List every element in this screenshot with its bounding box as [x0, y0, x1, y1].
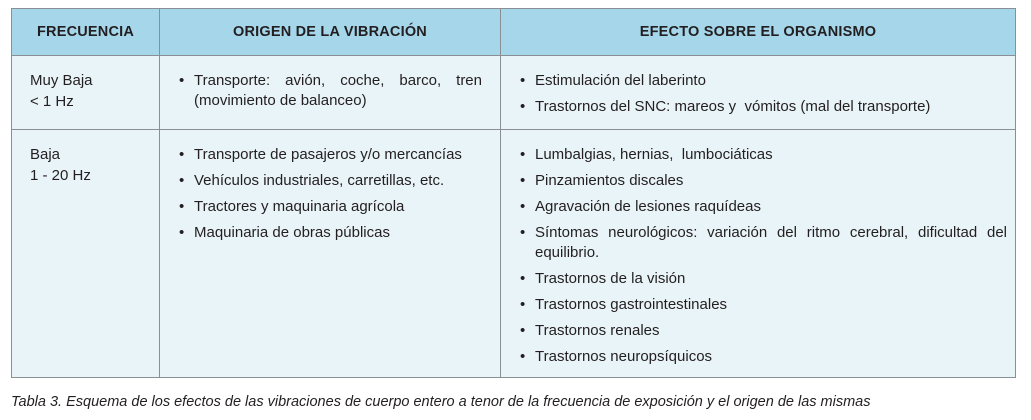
list-item: • Pinzamientos discales — [517, 171, 1007, 191]
list-item: • Tractores y maquinaria agrícola — [176, 197, 486, 217]
origin-list — [176, 145, 486, 249]
list-item: • Agravación de lesiones raquídeas — [517, 197, 1007, 217]
effect-list — [517, 71, 1007, 123]
list-item: • Trastornos gastrointestinales — [517, 295, 1007, 315]
header-efecto: EFECTO SOBRE EL ORGANISMO — [639, 24, 877, 40]
origin-list — [176, 71, 482, 117]
list-item: • Transporte de pasajeros y/o mercancías — [176, 145, 486, 165]
table-header — [12, 9, 1015, 56]
list-item: • Maquinaria de obras públicas — [176, 223, 486, 243]
frequency-cell — [30, 70, 93, 112]
header-origen: ORIGEN DE LA VIBRACIÓN — [233, 24, 427, 40]
table-row — [12, 56, 1015, 129]
list-item: • Trastornos neuropsíquicos — [517, 347, 1007, 367]
table-caption: Tabla 3. Esquema de los efectos de las vibraciones de cuerpo entero a tenor de la frecuencia de exposición y el origen de las mismas — [11, 394, 871, 410]
frequency-name: Muy Baja — [30, 72, 93, 89]
list-item: • Trastornos del SNC: mareos y vómitos (mal del transporte) — [517, 97, 1007, 117]
vibration-effects-table — [11, 8, 1016, 378]
list-item: • Transporte: avión, coche, barco, tren (movimiento de balanceo) — [176, 71, 482, 111]
frequency-name: Baja — [30, 146, 61, 163]
effect-list — [517, 145, 1007, 373]
list-item: • Vehículos industriales, carretillas, etc. — [176, 171, 486, 191]
table-row — [12, 130, 1015, 377]
frequency-range: 1 - 20 Hz — [30, 167, 91, 184]
list-item: • Trastornos renales — [517, 321, 1007, 341]
list-item: • Síntomas neurológicos: variación del ritmo cerebral, dificultad del equilibrio. — [517, 223, 1007, 263]
header-frecuencia: FRECUENCIA — [36, 24, 135, 40]
list-item: • Lumbalgias, hernias, lumbociáticas — [517, 145, 1007, 165]
frequency-cell — [30, 144, 91, 186]
list-item: • Trastornos de la visión — [517, 269, 1007, 289]
frequency-range: < 1 Hz — [30, 93, 74, 110]
list-item: • Estimulación del laberinto — [517, 71, 1007, 91]
